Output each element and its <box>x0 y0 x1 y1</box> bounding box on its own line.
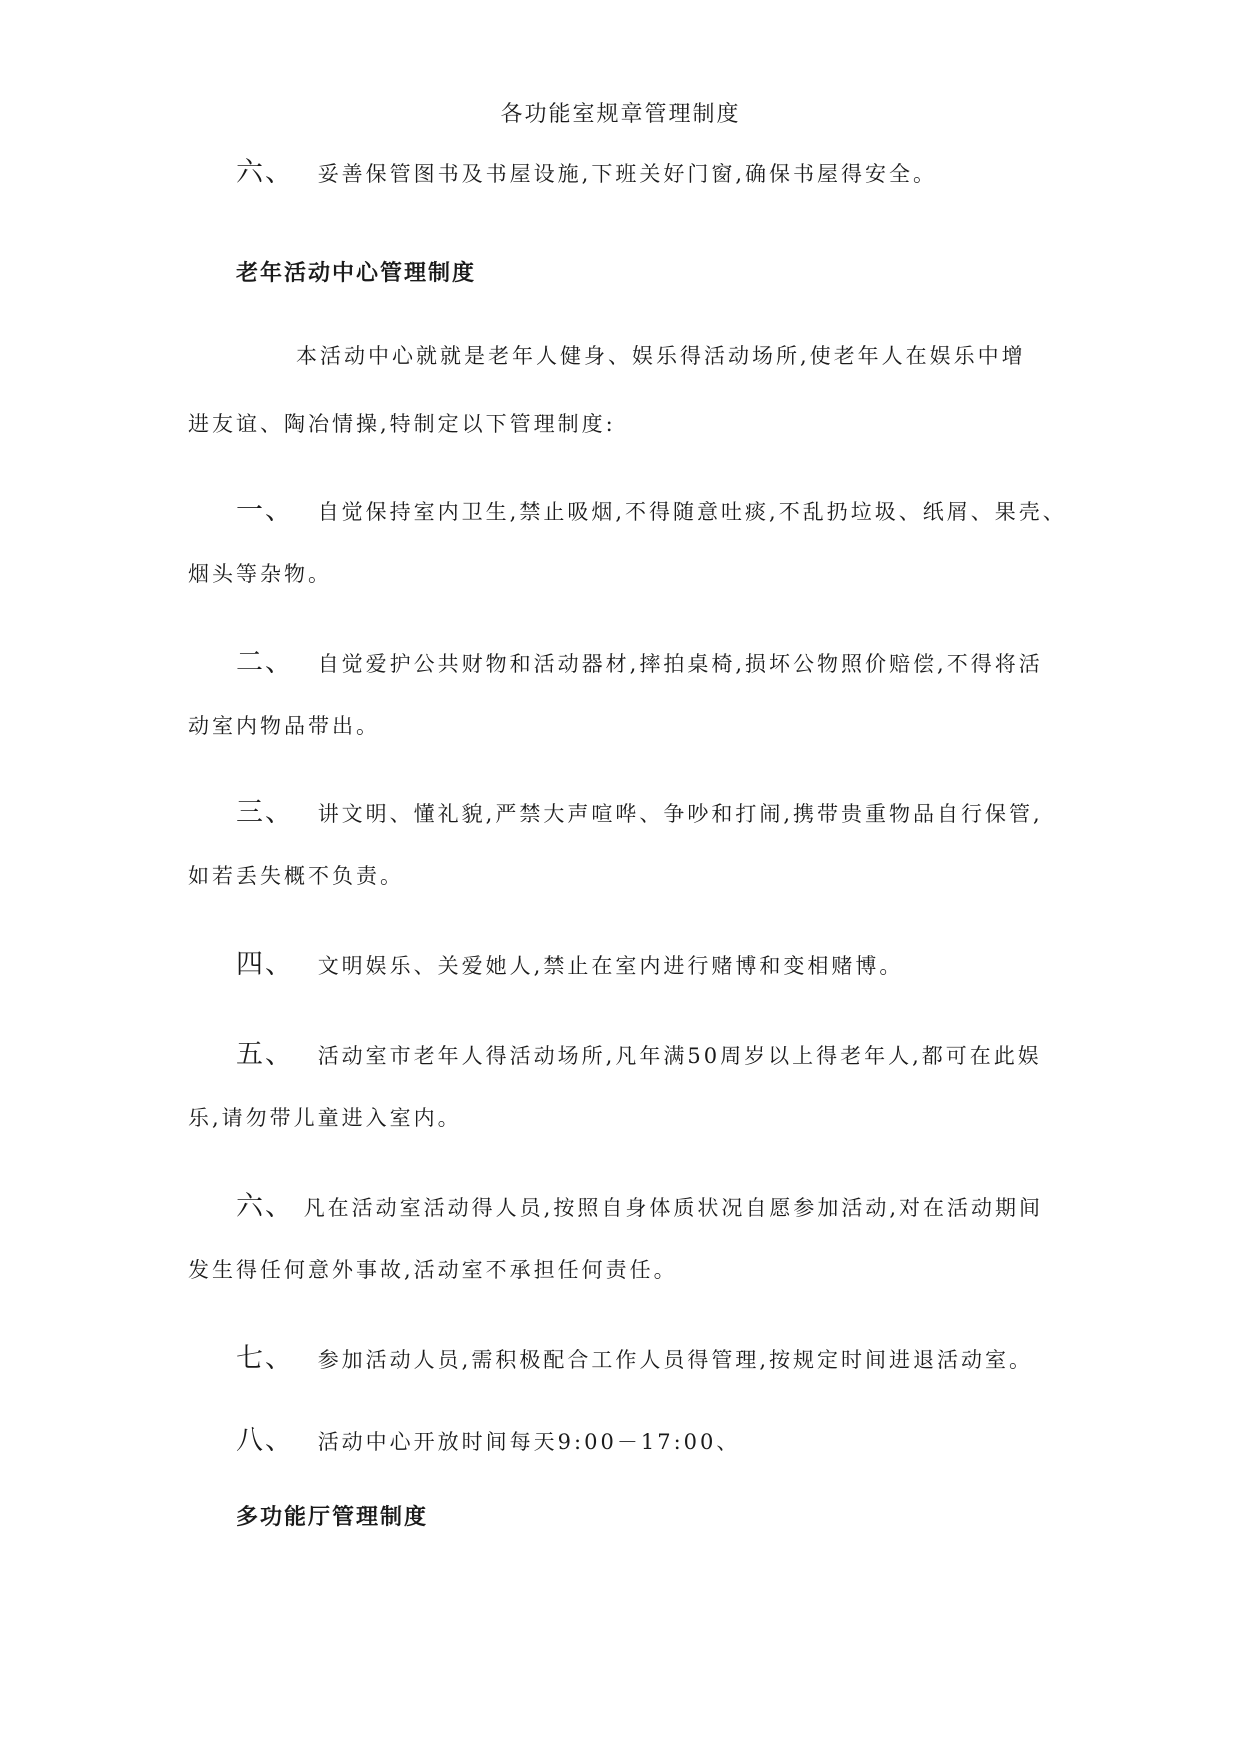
item-number: 六、 <box>236 1191 294 1222</box>
item-text: 自觉爱护公共财物和活动器材,摔拍桌椅,损坏公物照价赔偿,不得将活 <box>317 652 1043 676</box>
item-text: 参加活动人员,需积极配合工作人员得管理,按规定时间进退活动室。 <box>317 1348 1034 1372</box>
list-item <box>236 640 1043 679</box>
list-item <box>236 1336 1033 1375</box>
intro-line: 本活动中心就就是老年人健身、娱乐得活动场所,使老年人在娱乐中增 <box>296 344 1026 368</box>
item-continuation: 如若丢失概不负责。 <box>188 864 404 888</box>
list-item <box>236 150 937 189</box>
item-number: 六、 <box>236 157 294 188</box>
item-number: 五、 <box>236 1039 294 1070</box>
item-number: 七、 <box>236 1343 294 1374</box>
item-number: 二、 <box>236 647 294 678</box>
item-text: 活动中心开放时间每天9:00－17:00、 <box>317 1430 741 1454</box>
item-number: 四、 <box>236 949 294 980</box>
section-title: 老年活动中心管理制度 <box>236 261 477 286</box>
item-text: 自觉保持室内卫生,禁止吸烟,不得随意吐痰,不乱扔垃圾、纸屑、果壳、 <box>317 500 1067 524</box>
intro-line: 进友谊、陶冶情操,特制定以下管理制度: <box>188 412 616 436</box>
page-header: 各功能室规章管理制度 <box>500 102 741 127</box>
item-continuation: 烟头等杂物。 <box>188 562 332 586</box>
item-text: 妥善保管图书及书屋设施,下班关好门窗,确保书屋得安全。 <box>317 162 938 186</box>
section-title: 多功能厅管理制度 <box>236 1505 429 1530</box>
item-text: 凡在活动室活动得人员,按照自身体质状况自愿参加活动,对在活动期间 <box>303 1196 1044 1220</box>
item-text: 活动室市老年人得活动场所,凡年满50周岁以上得老年人,都可在此娱 <box>317 1044 1042 1068</box>
item-text: 文明娱乐、关爱她人,禁止在室内进行赌博和变相赌博。 <box>317 954 904 978</box>
item-continuation: 发生得任何意外事故,活动室不承担任何责任。 <box>188 1258 678 1282</box>
item-continuation: 动室内物品带出。 <box>188 714 380 738</box>
item-continuation: 乐,请勿带儿童进入室内。 <box>188 1106 462 1130</box>
list-item <box>236 790 1043 829</box>
list-item <box>236 1184 1043 1223</box>
list-item <box>236 942 903 981</box>
item-number: 三、 <box>236 797 294 828</box>
list-item <box>236 1032 1042 1071</box>
list-item <box>236 488 1067 527</box>
item-text: 讲文明、懂礼貌,严禁大声喧哗、争吵和打闹,携带贵重物品自行保管, <box>317 802 1043 826</box>
item-number: 八、 <box>236 1425 294 1456</box>
list-item <box>236 1418 740 1457</box>
item-number: 一、 <box>236 495 294 526</box>
